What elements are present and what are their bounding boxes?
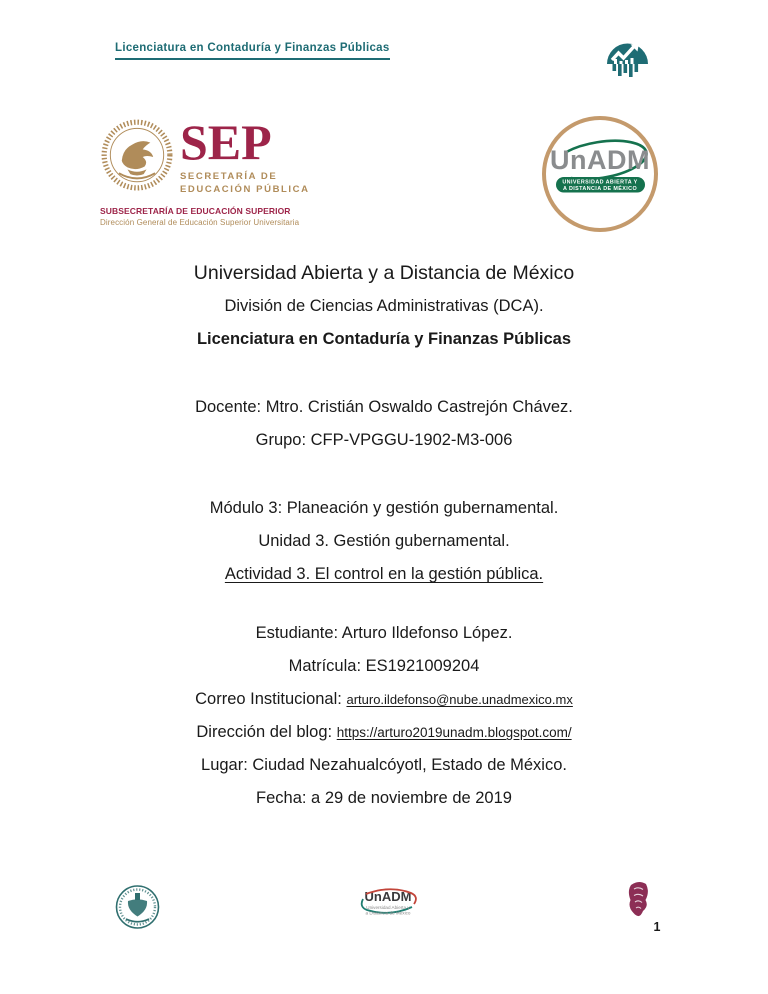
blog-link[interactable]: https://arturo2019unadm.blogspot.com/	[336, 725, 572, 740]
sep-subsecretariat-label: SUBSECRETARÍA DE EDUCACIÓN SUPERIOR	[100, 206, 291, 216]
unadm-wordmark-icon	[350, 887, 430, 923]
university-name: Universidad Abierta y a Distancia de México	[193, 262, 575, 284]
footer-unadm-sub-line1: Universidad Abierta y	[366, 905, 410, 910]
footer-unadm-sub-line2: a Distancia de México	[365, 910, 411, 916]
grupo-line: Grupo: CFP-VPGGU-1902-M3-006	[255, 431, 513, 449]
unadm-circular-seal-icon	[536, 113, 664, 235]
mexican-eagle-seal-icon	[100, 116, 174, 196]
division-name: División de Ciencias Administrativas (DCA).	[224, 297, 544, 315]
program-name: Licenciatura en Contaduría y Finanzas Públicas	[196, 330, 572, 348]
matricula-line: Matrícula: ES1921009204	[288, 657, 480, 675]
estudiante-line: Estudiante: Arturo Ildefonso López.	[255, 624, 513, 642]
sep-secretariat-label	[180, 171, 310, 196]
blog-label: Dirección del blog:	[196, 723, 333, 741]
sep-secretariat-line2: EDUCACIÓN PÚBLICA	[180, 183, 310, 195]
blog-line	[0, 716, 768, 749]
finance-growth-chart-icon	[604, 37, 651, 84]
sep-acronym: SEP	[180, 114, 272, 170]
actividad-line: Actividad 3. El control en la gestión pública.	[224, 565, 544, 583]
unadm-banner-line2: A DISTANCIA DE MÉXICO	[562, 185, 638, 192]
lugar-line: Lugar: Ciudad Nezahualcóyotl, Estado de México.	[201, 756, 567, 774]
modulo-line: Módulo 3: Planeación y gestión gubernamental.	[209, 499, 559, 517]
correo-label: Correo Institucional:	[195, 690, 342, 708]
footer-unadm-acronym: UnADM	[364, 889, 412, 904]
unidad-line: Unidad 3. Gestión gubernamental.	[258, 532, 510, 550]
unadm-banner-line1: UNIVERSIDAD ABIERTA Y	[562, 179, 638, 186]
sep-secretariat-line1: SECRETARÍA DE	[180, 171, 278, 182]
university-crest-seal-icon	[114, 883, 161, 932]
correo-line	[0, 683, 768, 716]
header-program-title: Licenciatura en Contaduría y Finanzas Públicas	[115, 42, 390, 60]
sep-logo-block	[100, 116, 370, 227]
fecha-line: Fecha: a 29 de noviembre de 2019	[256, 789, 512, 807]
unadm-acronym: UnADM	[550, 145, 650, 175]
correo-link[interactable]: arturo.ildefonso@nube.unadmexico.mx	[346, 692, 573, 707]
title-page-content	[0, 257, 768, 815]
maroon-emblem-icon	[626, 879, 651, 922]
docente-line: Docente: Mtro. Cristián Oswaldo Castrejón Chávez.	[195, 398, 573, 416]
page-number: 1	[653, 920, 661, 934]
sep-direccion-label: Dirección General de Educación Superior Universitaria	[100, 218, 300, 227]
